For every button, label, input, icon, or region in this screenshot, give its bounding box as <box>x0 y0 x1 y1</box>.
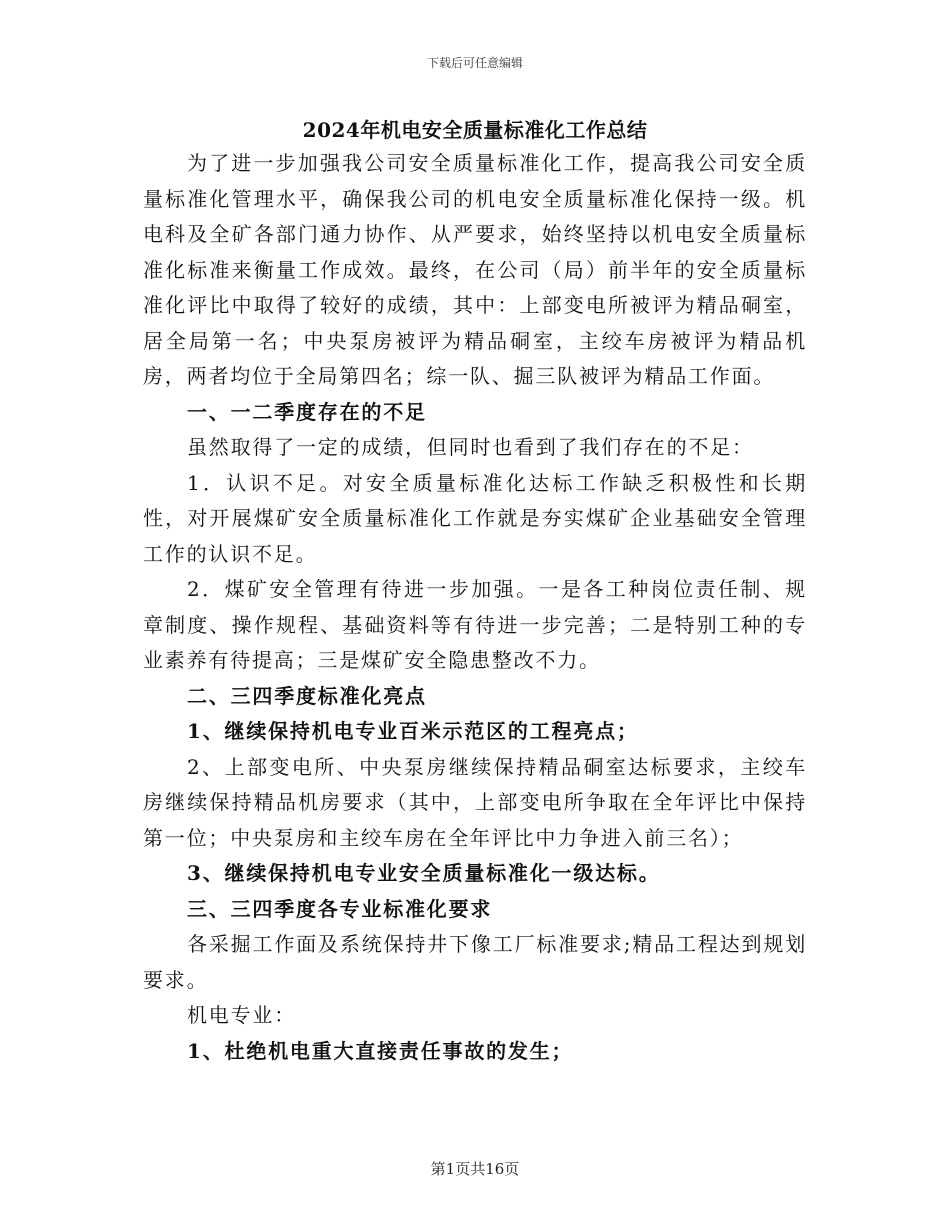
section-heading: 三、三四季度各专业标准化要求 <box>187 896 493 921</box>
section-lead-paragraph: 虽然取得了一定的成绩，但同时也看到了我们存在的不足： <box>187 435 754 459</box>
list-item-paragraph: 2．煤矿安全管理有待进一步加强。一是各工种岗位责任制、规章制度、操作规程、基础资料等有待进一步完善；二是特别工种的专业素养有待提高；三是煤矿安全隐患整改不力。 <box>143 577 807 672</box>
list-item-paragraph: 3、继续保持机电专业安全质量标准化一级达标。 <box>187 861 661 885</box>
list-item-paragraph: 1、继续保持机电专业百米示范区的工程亮点； <box>187 719 639 743</box>
list-item-paragraph: 2、上部变电所、中央泵房继续保持精品硐室达标要求，主绞车房继续保持精品机房要求（其中，上部变电所争取在全年评比中保持第一位；中央泵房和主绞车房在全年评比中力争进入前三名）； <box>143 754 807 850</box>
list-item-paragraph: 1、杜绝机电重大直接责任事故的发生； <box>187 1038 574 1063</box>
section-heading: 一、一二季度存在的不足 <box>187 399 427 424</box>
page-footer-number: 第1页共16页 <box>430 1160 520 1178</box>
document-body <box>143 146 807 1069</box>
section-lead-paragraph: 各采掘工作面及系统保持井下像工厂标准要求;精品工程达到规划要求。 <box>143 932 807 992</box>
page-header-note: 下载后可任意编辑 <box>426 56 523 70</box>
intro-paragraph: 为了进一步加强我公司安全质量标准化工作，提高我公司安全质量标准化管理水平，确保我公司的机电安全质量标准化保持一级。机电科及全矿各部门通力协作、从严要求，始终坚持以机电安全质量标准化标准来衡量工作成效。最终，在公司（局）前半年的安全质量标准化评比中取得了较好的成绩，其中：上部变电所被评为精品硐室，居全局第一名；中央泵房被评为精品硐室，主绞车房被评为精品机房，两者均位于全局第四名；综一队、掘三队被评为精品工作面。 <box>143 151 807 388</box>
document-title: 2024年机电安全质量标准化工作总结 <box>302 118 648 142</box>
section-heading: 二、三四季度标准化亮点 <box>187 683 427 708</box>
subsection-label: 机电专业： <box>187 1003 296 1027</box>
list-item-paragraph: 1．认识不足。对安全质量标准化达标工作缺乏积极性和长期性，对开展煤矿安全质量标准化工作就是夯实煤矿企业基础安全管理工作的认识不足。 <box>143 470 807 566</box>
